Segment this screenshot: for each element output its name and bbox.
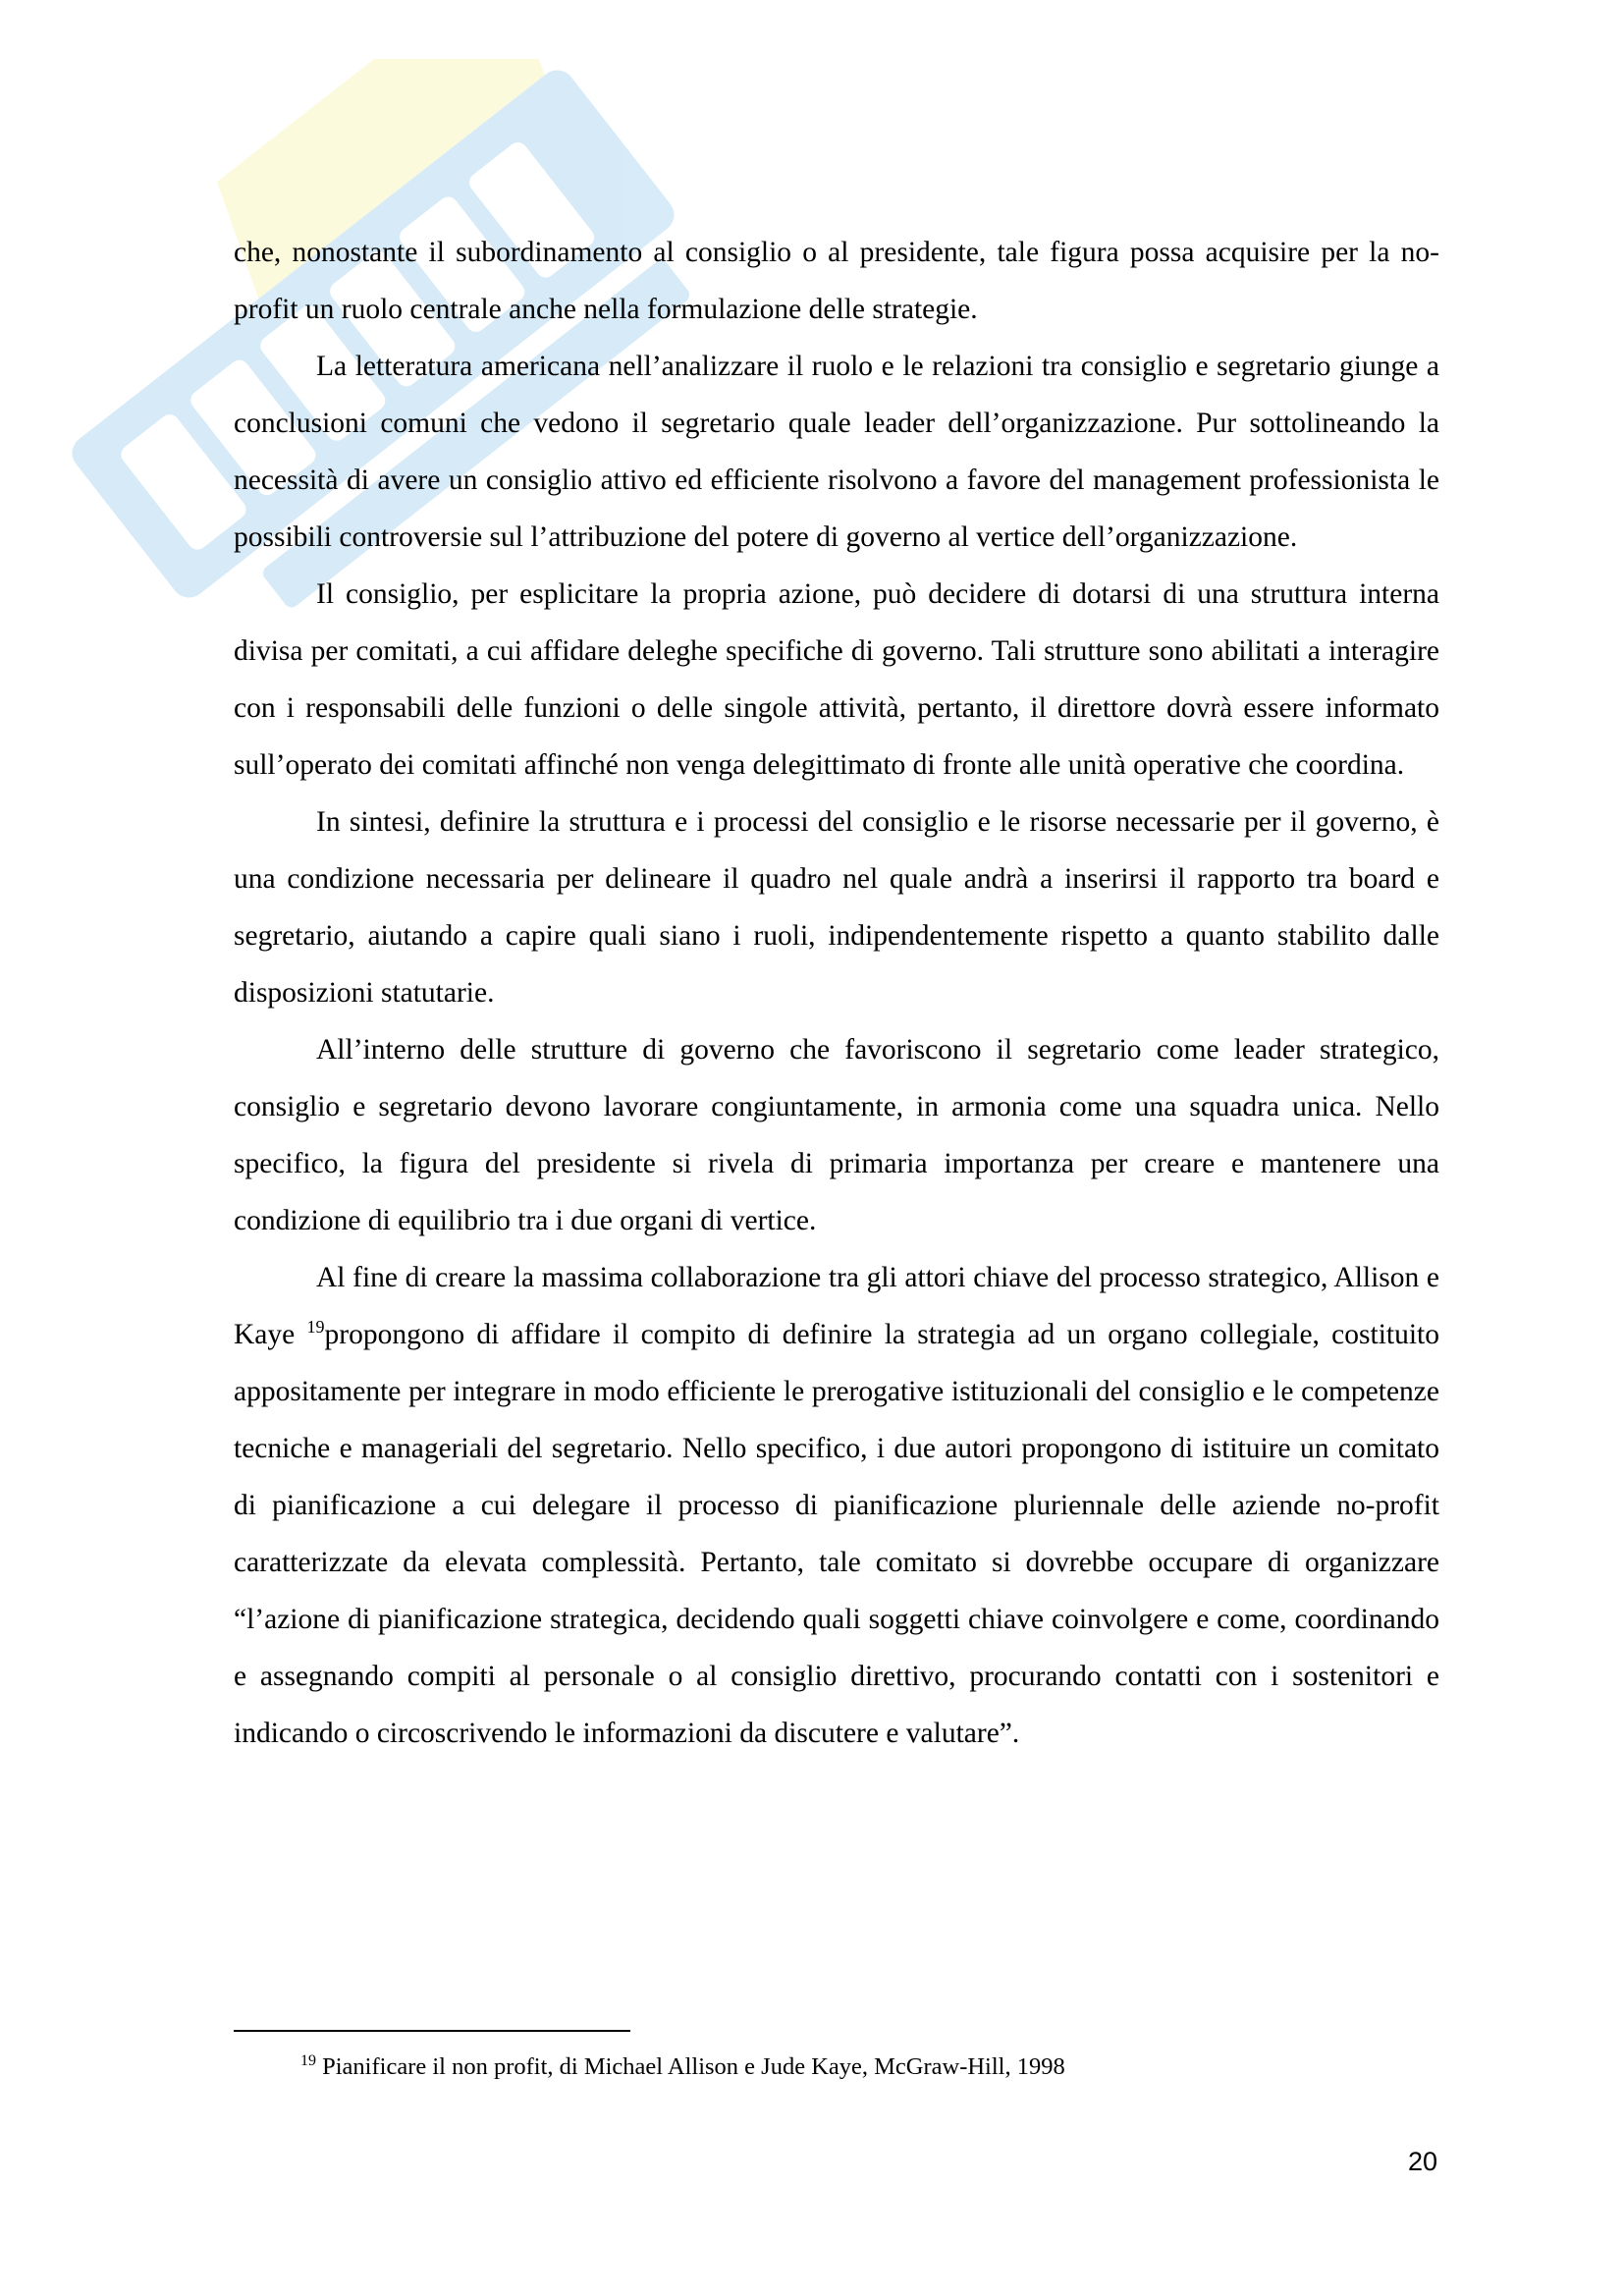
paragraph-6	[234, 1249, 1439, 1762]
footnote-number: 19	[300, 2051, 316, 2069]
page-number: 20	[1407, 2147, 1437, 2176]
paragraph-6-lead: Al fine di creare la massima collaborazione tra gli attori chiave del processo strategico, Allison e Kaye	[234, 1262, 1439, 1350]
paragraph-5: All’interno delle strutture di governo che favoriscono il segretario come leader strategico, consiglio e segretario devono lavorare congiuntamente, in armonia come una squadra unica. Nello specifico, la figura del presidente si rivela di primaria importanza per creare e mantenere una condizione di equilibrio tra i due organi di vertice.	[234, 1034, 1439, 1236]
paragraph-2: La letteratura americana nell’analizzare il ruolo e le relazioni tra consiglio e segretario giunge a conclusioni comuni che vedono il segretario quale leader dell’organizzazione. Pur sottolineando la necessità di avere un consiglio attivo ed efficiente risolvono a favore del management professionista le possibili controversie sul l’attribuzione del potere di governo al vertice dell’organizzazione.	[234, 351, 1439, 553]
footnote-separator	[234, 2030, 630, 2032]
footnote-reference[interactable]: 19	[306, 1317, 325, 1338]
body-text	[234, 224, 1439, 1762]
paragraph-1: che, nonostante il subordinamento al consiglio o al presidente, tale figura possa acquisire per la no-profit un ruolo centrale anche nella formulazione delle strategie.	[234, 237, 1439, 325]
footnote-text: Pianificare il non profit, di Michael Allison e Jude Kaye, McGraw-Hill, 1998	[322, 2053, 1065, 2080]
footnote	[300, 2050, 1065, 2084]
paragraph-6-rest: propongono di affidare il compito di definire la strategia ad un organo collegiale, costituito appositamente per integrare in modo efficiente le prerogative istituzionali del consiglio e le competenze tecniche e manageriali del segretario. Nello specifico, i due autori propongono di istituire un comitato di pianificazione a cui delegare il processo di pianificazione pluriennale delle aziende no-profit caratterizzate da elevata complessità. Pertanto, tale comitato si dovrebbe occupare di organizzare “l’azione di pianificazione strategica, decidendo quali soggetti chiave coinvolgere e come, coordinando e assegnando compiti al personale o al consiglio direttivo, procurando contatti con i sostenitori e indicando o circoscrivendo le informazioni da discutere e valutare”.	[234, 1319, 1439, 1749]
paragraph-4: In sintesi, definire la struttura e i processi del consiglio e le risorse necessarie per il governo, è una condizione necessaria per delineare il quadro nel quale andrà a inserirsi il rapporto tra board e segretario, aiutando a capire quali siano i ruoli, indipendentemente rispetto a quanto stabilito dalle disposizioni statutarie.	[234, 806, 1439, 1009]
paragraph-3: Il consiglio, per esplicitare la propria azione, può decidere di dotarsi di una struttura interna divisa per comitati, a cui affidare deleghe specifiche di governo. Tali strutture sono abilitati a interagire con i responsabili delle funzioni o delle singole attività, pertanto, il direttore dovrà essere informato sull’operato dei comitati affinché non venga delegittimato di fronte alle unità operative che coordina.	[234, 578, 1439, 781]
